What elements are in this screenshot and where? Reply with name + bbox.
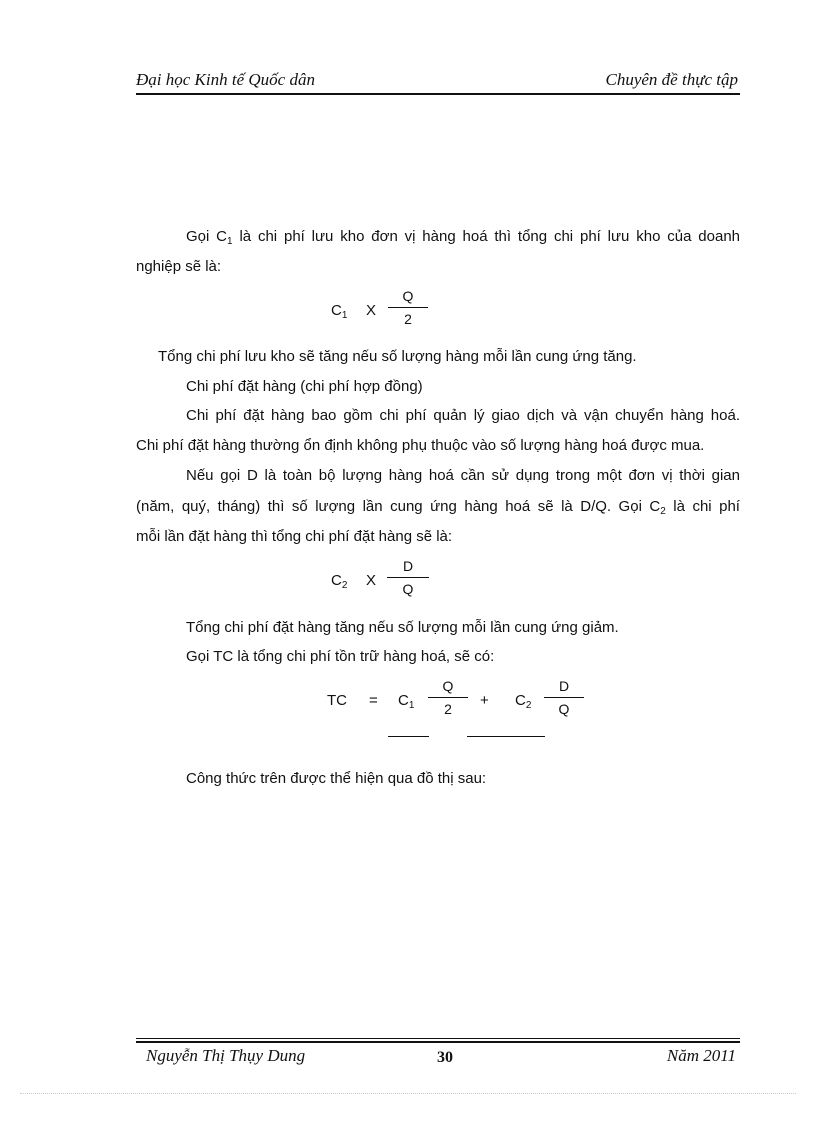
formula-3-tc: TC <box>327 692 347 709</box>
formula-1-x: X <box>366 302 377 319</box>
paragraph-7: Gọi TC là tổng chi phí tồn trữ hàng hoá, sẽ có: <box>186 648 495 665</box>
footer-year: Năm 2011 <box>666 1046 736 1065</box>
formula-3-fraction-2: D Q <box>544 677 584 718</box>
paragraph-5-line-3: mỗi lần đặt hàng thì tổng chi phí đặt hàng sẽ là: <box>136 528 453 545</box>
page-bottom-dotted-line <box>20 1093 796 1094</box>
formula-3-equals: = <box>369 692 378 709</box>
header-left: Đại học Kinh tế Quốc dân <box>136 70 315 89</box>
paragraph-5-line-2: (năm, quý, tháng) thì số lượng lần cung ứng hàng hoá sẽ là D/Q. Gọi $C_2$ là chi phí <box>136 498 740 517</box>
formula-1-c: $C_1$ <box>331 302 348 321</box>
formula-3-plus: + <box>480 692 489 709</box>
formula-3-c2: $C_2$ <box>515 692 532 711</box>
formula-2-x: X <box>366 572 377 589</box>
paragraph-6: Tổng chi phí đặt hàng tăng nếu số lượng mỗi lần cung ứng giảm. <box>186 619 619 636</box>
paragraph-2: Tổng chi phí lưu kho sẽ tăng nếu số lượng hàng mỗi lần cung ứng tăng. <box>158 348 637 365</box>
formula-1-fraction: Q 2 <box>388 287 428 328</box>
formula-2-fraction: D Q <box>387 557 429 598</box>
paragraph-8: Công thức trên được thể hiện qua đồ thị sau: <box>186 770 487 787</box>
paragraph-4-line-2: Chi phí đặt hàng thường ổn định không phụ thuộc vào số lượng hàng hoá được mua. <box>136 437 705 454</box>
footer-rule-top <box>136 1038 740 1039</box>
footer-rule-bottom <box>136 1041 740 1043</box>
paragraph-5-line-1: Nếu gọi D là toàn bộ lượng hàng hoá cần sử dụng trong một đơn vị thời gian <box>186 467 740 484</box>
formula-2-c: $C_2$ <box>331 572 348 591</box>
formula-3-fraction-1: Q 2 <box>428 677 468 718</box>
paragraph-3: Chi phí đặt hàng (chi phí hợp đồng) <box>186 378 423 395</box>
paragraph-4-line-1: Chi phí đặt hàng bao gồm chi phí quản lý giao dịch và vận chuyển hàng hoá. <box>186 407 740 424</box>
formula-3-c1: $C_1$ <box>398 692 415 711</box>
header-right: Chuyên đề thực tập <box>605 70 738 89</box>
paragraph-1-line-1: Gọi $C_1$ là chi phí lưu kho đơn vị hàng hoá thì tổng chi phí lưu kho của doanh <box>186 228 740 247</box>
page-number: 30 <box>437 1049 453 1066</box>
formula-3-underline-2 <box>467 736 545 737</box>
formula-3-underline-1 <box>388 736 429 737</box>
footer-author: Nguyễn Thị Thụy Dung <box>146 1046 306 1065</box>
paragraph-1-line-2: nghiệp sẽ là: <box>136 258 222 275</box>
header-rule <box>136 93 740 95</box>
